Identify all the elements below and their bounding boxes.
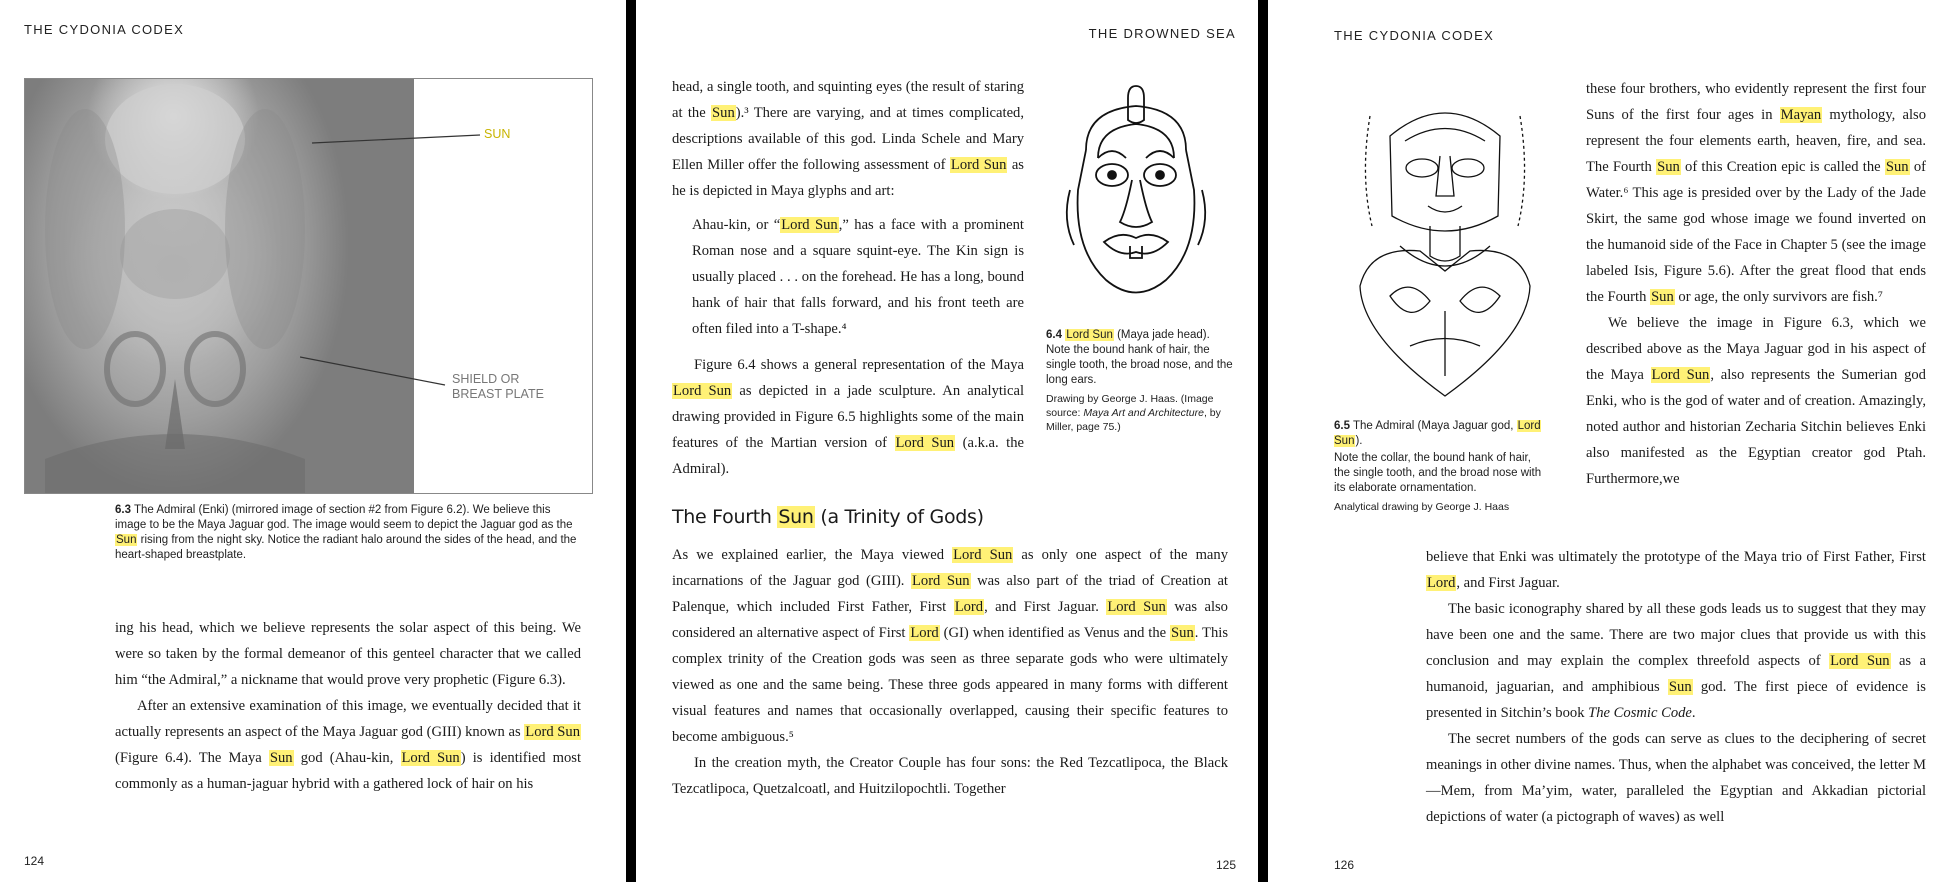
page-125	[636, 0, 1258, 882]
paragraph: The secret numbers of the gods can serve as clues to the deciphering of secret meanings in other divine names. Thus, when the alphabet was conceived, the letter M—Mem, from Ma’yim, water, paralleled the Egyptian and Akkadian pictorial depictions of water (a pictograph of waves) as well	[1426, 731, 1926, 825]
page-126	[1268, 0, 1934, 882]
figure-6-4-caption: 6.4 Lord Sun (Maya jade head). Note the bound hank of hair, the single tooth, the broad nose, and the long ears. Drawing by George J. Haas. (Image source: Maya Art and Architecture, by Miller, page 75.)	[1046, 328, 1236, 434]
paragraph: The basic iconography shared by all these gods leads us to suggest that they may have been one and the same. There are two major clues that provide us with this conclusion and may explain the complex threefold aspects of Lord Sun as a humanoid, jaguarian, and amphibious Sun god. The first piece of evidence is presented in Sitchin’s book The Cosmic Code.	[1426, 601, 1926, 721]
page-124	[0, 0, 626, 882]
page-number: 125	[1215, 858, 1236, 872]
paragraph: We believe the image in Figure 6.3, which we described above as the Maya Jaguar god in his aspect of the Maya Lord Sun, also represents the Sumerian god Enki, who is the god of water and of creation. Amazingly, noted author and historian Zecharia Sitchin believes Enki also manifested as the Egyptian creator god Ptah. Furthermore,we	[1586, 315, 1926, 487]
paragraph: After an extensive examination of this image, we eventually decided that it actually represents an aspect of the Maya Jaguar god (GIII) known as Lord Sun (Figure 6.4). The Maya Sun god (Ahau-kin, Lord Sun) is identified most commonly as a human-jaguar hybrid with a gathered lock of hair on his	[115, 698, 581, 792]
paragraph: Figure 6.4 shows a general representation of the Maya Lord Sun as depicted in a jade sculpture. An analytical drawing provided in Figure 6.5 highlights some of the main features of the Martian version of Lord Sun (a.k.a. the Admiral).	[672, 357, 1025, 477]
caption-number: 6.3	[115, 504, 131, 516]
callout-shield: SHIELD OR BREAST PLATE	[452, 372, 544, 401]
figure-credit: Drawing by George J. Haas. (Image source: Maya Art and Architecture, by Miller, page 75.)	[1046, 393, 1221, 433]
paragraph: believe that Enki was ultimately the prototype of the Maya trio of First Father, First Lord, and First Jaguar.	[1426, 549, 1926, 591]
section-subhead: The Fourth Sun (a Trinity of Gods)	[672, 506, 984, 528]
page-124-body	[115, 615, 581, 797]
running-header: THE CYDONIA CODEX	[1334, 28, 1495, 43]
running-header: THE CYDONIA CODEX	[24, 22, 185, 37]
page-125-top-text	[672, 74, 1024, 482]
page-125-bottom-text	[672, 542, 1228, 802]
paragraph: head, a single tooth, and squinting eyes (the result of staring at the Sun).³ There are varying, and at times complicated, descriptions available of this god. Linda Schele and Mary Ellen Miller offer the following assessment of Lord Sun as he is depicted in Maya glyphs and art:	[672, 79, 1024, 199]
callout-sun: SUN	[484, 127, 511, 141]
paragraph: As we explained earlier, the Maya viewed Lord Sun as only one aspect of the many incarnations of the Jaguar god (GIII). Lord Sun was also part of the triad of Creation at Palenque, which included First Father, First Lord, and First Jaguar. Lord Sun was also considered an alternative aspect of First Lord (GI) when identified as Venus and the Sun. This complex trinity of the Creation gods was seen as three separate gods who were ultimately viewed as one and the same being. These three gods appeared in many forms with different visual features and names that occasionally overlapped, causing their specific features to become ambiguous.⁵	[672, 547, 1228, 745]
page-126-right-column	[1586, 76, 1926, 492]
caption-title: 6.5 The Admiral (Maya Jaguar god, Lord Sun).	[1334, 420, 1541, 447]
page-number: 124	[24, 854, 45, 868]
running-header: THE DROWNED SEA	[1088, 26, 1236, 41]
figure-credit: Analytical drawing by George J. Haas	[1334, 501, 1510, 513]
paragraph: In the creation myth, the Creator Couple has four sons: the Red Tezcatlipoca, the Black Tezcatlipoca, Quetzalcoatl, and Huitzilopochtli. Together	[672, 755, 1228, 797]
page-number: 126	[1334, 858, 1355, 872]
caption-note: Note the collar, the bound hank of hair, the single tooth, and the broad nose with its elaborate ornamentation.	[1334, 452, 1542, 494]
page-126-full-width	[1426, 544, 1926, 830]
paragraph: ing his head, which we believe represents the solar aspect of this being. We were so taken by the formal demeanor of this genteel character that we called him “the Admiral,” a nickname that would prove very prophetic (Figure 6.3).	[115, 620, 581, 688]
figure-6-5-drawing	[1350, 96, 1540, 406]
figure-6-5-caption	[1334, 419, 1544, 514]
figure-6-3-caption: 6.3 The Admiral (Enki) (mirrored image of section #2 from Figure 6.2). We believe this image to be the Maya Jaguar god. The image would seem to depict the Jaguar god as the Sun rising from the night sky. Notice the radiant halo around the sides of the head, and the heart-shaped breastplate.	[115, 504, 577, 561]
block-quote: Ahau-kin, or “Lord Sun,” has a face with a prominent Roman nose and a square squint-eye. The Kin sign is usually placed . . . on the forehead. He has a long, bound hank of hair that falls forward, and his front teeth are often filed into a T-shape.⁴	[692, 217, 1024, 337]
paragraph: these four brothers, who evidently represent the first four Suns of the first four ages in Mayan mythology, also represent the four elements earth, heaven, fire, and sea. The Fourth Sun of this Creation epic is called the Sun of Water.⁶ This age is presided over by the Lady of the Jade Skirt, the same god whose image we found inverted on the humanoid side of the Face in Chapter 5 (see the image labeled Isis, Figure 5.6). After the great flood that ends the Fourth Sun or age, the only survivors are fish.⁷	[1586, 81, 1926, 305]
figure-6-4-drawing	[1056, 80, 1216, 315]
